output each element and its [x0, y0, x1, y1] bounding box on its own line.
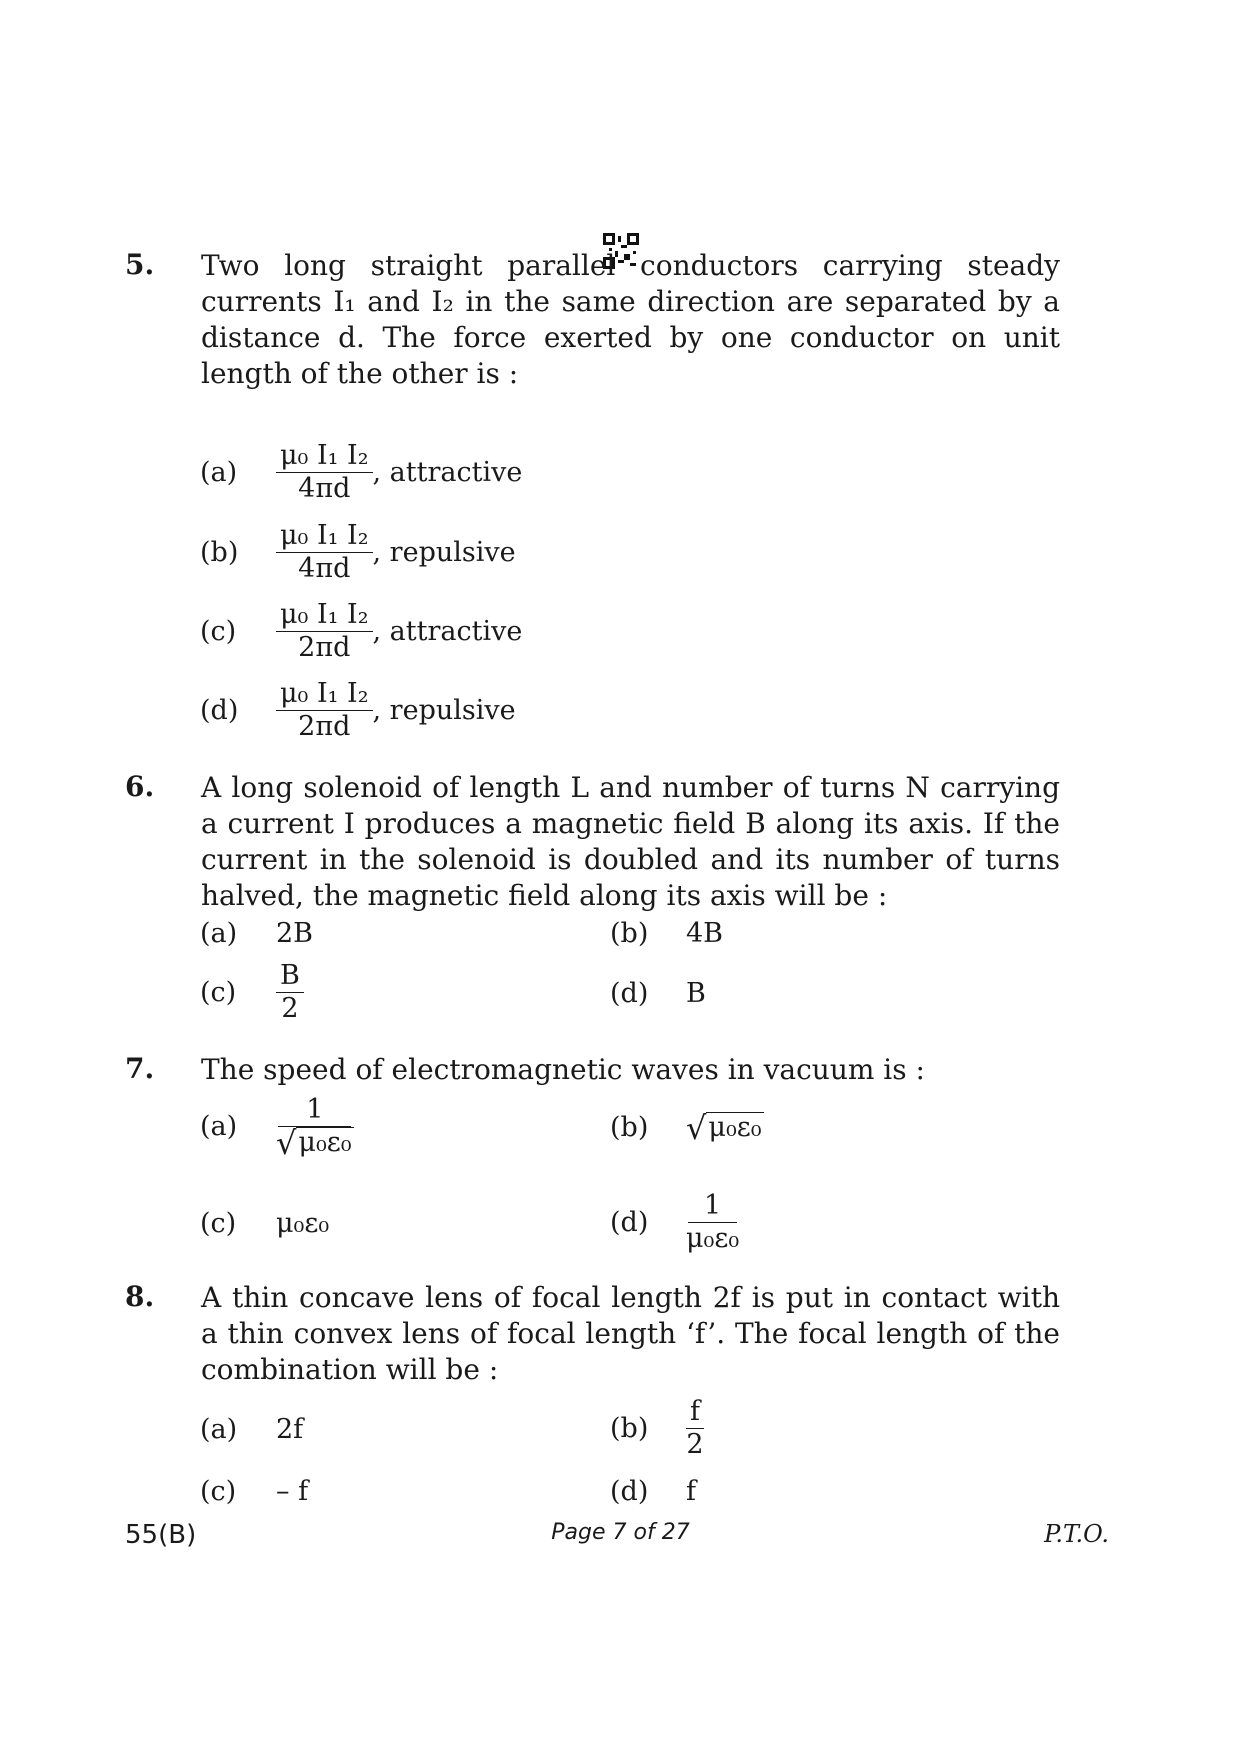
option-7b: [610, 1109, 764, 1147]
option-6a: [200, 918, 313, 949]
option-value: – f: [276, 1476, 309, 1507]
option-label: (c): [200, 616, 237, 647]
fraction: [276, 678, 373, 743]
question-text: Two long straight parallel conductors carrying steady currents I₁ and I₂ in the same direction are separated by a distance d. The force exerted by one conductor on unit length of the other is :: [201, 249, 1060, 390]
question-number: 6.: [125, 770, 155, 803]
option-value: 2B: [276, 918, 314, 949]
option-suffix: , repulsive: [372, 695, 516, 726]
option-8d: [610, 1476, 696, 1507]
option-label: (a): [200, 918, 238, 949]
fraction: [276, 960, 304, 1025]
option-6d: [610, 978, 706, 1009]
option-6c: [200, 960, 304, 1025]
option-value: B: [686, 978, 706, 1009]
option-8a: [200, 1414, 303, 1445]
square-root: [686, 1109, 764, 1147]
question-number: 5.: [125, 248, 155, 281]
please-turn-over: P.T.O.: [1044, 1520, 1109, 1548]
question-text: The speed of electromagnetic waves in vacuum is :: [201, 1053, 925, 1086]
option-5b: [200, 520, 516, 585]
option-5a: [200, 440, 522, 505]
fraction: [276, 440, 373, 505]
question-text: A thin concave lens of focal length 2f is put in contact with a thin convex lens of focal length ‘f’. The focal length of the combination will be :: [201, 1281, 1060, 1386]
option-label: (a): [200, 1110, 238, 1142]
radicand: μ₀ε₀: [708, 1112, 762, 1143]
option-value: μ₀ε₀: [276, 1208, 330, 1239]
numerator: 1: [278, 1094, 351, 1127]
denominator: 4πd: [298, 473, 351, 504]
option-5c: [200, 599, 522, 664]
denominator: μ₀ε₀: [686, 1223, 740, 1254]
option-value: 2f: [276, 1414, 304, 1445]
option-label: (a): [200, 1414, 238, 1445]
denominator: 2: [281, 993, 299, 1024]
question-text: A long solenoid of length L and number of turns N carrying a current I produces a magnetic field B along its axis. If the current in the solenoid is doubled and its number of turns halved, the magnetic field along its axis will be :: [201, 771, 1060, 912]
radical-sign-icon: √: [276, 1124, 297, 1162]
numerator: μ₀ I₁ I₂: [276, 599, 373, 632]
denominator: 2πd: [298, 632, 351, 663]
option-label: (c): [200, 1208, 237, 1239]
option-7d: [610, 1190, 739, 1255]
option-label: (b): [200, 537, 239, 568]
option-suffix: , repulsive: [372, 537, 516, 568]
question-number: 8.: [125, 1280, 155, 1313]
fraction: [276, 1094, 354, 1162]
option-value: f: [686, 1476, 696, 1507]
option-label: (d): [610, 978, 649, 1009]
denominator: 4πd: [298, 553, 351, 584]
numerator: 1: [688, 1190, 737, 1223]
radicand: μ₀ε₀: [298, 1127, 352, 1158]
fraction: [686, 1396, 704, 1461]
numerator: μ₀ I₁ I₂: [276, 678, 373, 711]
fraction: [686, 1190, 739, 1255]
option-label: (b): [610, 1112, 649, 1143]
option-label: (c): [200, 1476, 237, 1507]
fraction: [276, 599, 373, 664]
question-number: 7.: [125, 1052, 155, 1085]
option-label: (d): [610, 1476, 649, 1507]
fraction: [276, 520, 373, 585]
paper-code: 55(B): [125, 1520, 197, 1550]
option-label: (d): [610, 1207, 649, 1238]
radical-sign-icon: √: [686, 1109, 707, 1147]
denominator: 2πd: [298, 711, 351, 742]
option-label: (d): [200, 695, 239, 726]
numerator: μ₀ I₁ I₂: [276, 520, 373, 553]
option-5d: [200, 678, 516, 743]
option-label: (c): [200, 977, 237, 1008]
numerator: B: [276, 960, 304, 993]
denominator: 2: [686, 1429, 704, 1460]
square-root: [276, 1124, 354, 1162]
option-label: (a): [200, 457, 238, 488]
option-suffix: , attractive: [372, 457, 523, 488]
option-7a: [200, 1094, 354, 1162]
option-6b: [610, 918, 723, 949]
option-label: (b): [610, 1413, 649, 1444]
numerator: f: [686, 1396, 704, 1429]
option-8b: [610, 1396, 704, 1461]
option-value: 4B: [686, 918, 724, 949]
option-7c: [200, 1208, 329, 1239]
option-suffix: , attractive: [372, 616, 523, 647]
page-number: Page 7 of 27: [551, 1520, 690, 1545]
option-label: (b): [610, 918, 649, 949]
numerator: μ₀ I₁ I₂: [276, 440, 373, 473]
option-8c: [200, 1476, 308, 1507]
